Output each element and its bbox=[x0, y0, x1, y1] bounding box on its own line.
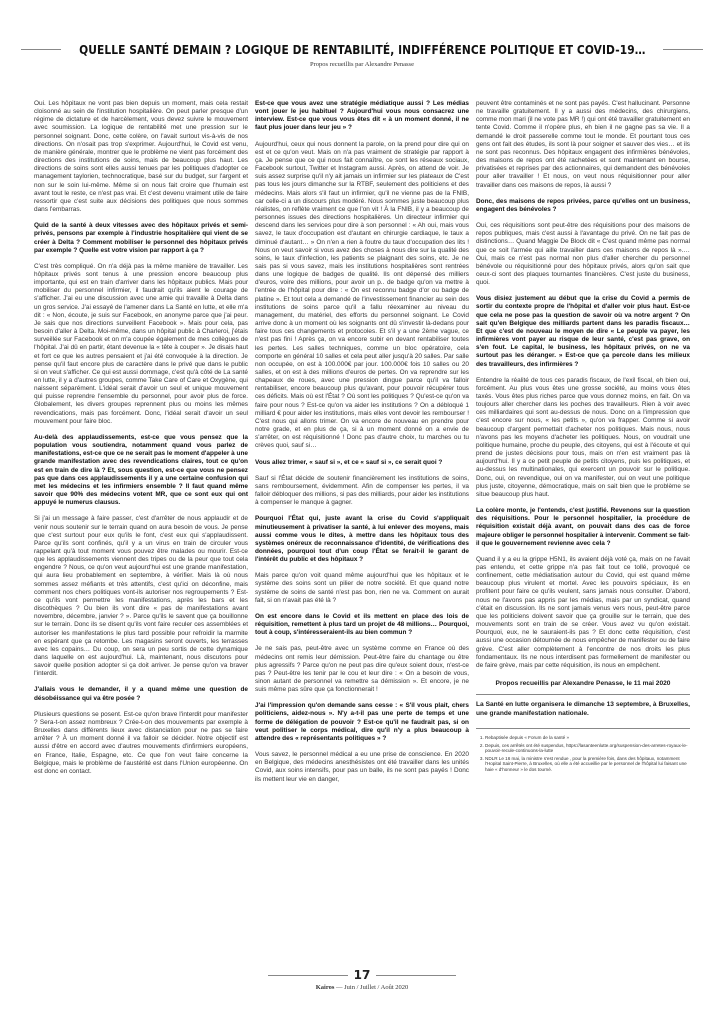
title-row bbox=[0, 42, 724, 57]
article-title: QUELLE SANTÉ DEMAIN ? LOGIQUE DE RENTABILITÉ, INDIFFÉRENCE POLITIQUE ET COVID-19… bbox=[78, 42, 646, 57]
interview-question: Donc, des maisons de repos privées, parce qu'elles ont un business, engagent des bénévoles ? bbox=[476, 197, 690, 213]
column-3 bbox=[476, 100, 690, 958]
interview-question: Quid de la santé à deux vitesses avec des hôpitaux privés et semi-privés, pensons par exemple à l'industrie hospitalière qui vient de se créer à Delta ? Comment mobiliser le personnel des hôpitaux privés par exemple ? Quelle est votre vision par rapport à ça ? bbox=[34, 222, 248, 254]
interview-answer: C'est très compliqué. On n'a déjà pas la même manière de travailler. Les hôpitaux privés sont tenus à une pression encore beaucoup plus importante, qui est en train d'arriver dans les hôpitaux publics. Mais pour mobiliser du personnel infirmier, il faudrait qu'ils aient le courage de s'afficher. J'ai eu une discussion avec une amie qui travaille à Delta dans un gros service. J'ai essayé de l'amener dans La Santé en lutte, et elle m'a dit : « Non, écoute, je suis sur Facebook, en anonyme parce que j'ai peur. Je sais que nos directions surveillent Facebook ». Mais pour cela, pas besoin d'aller à Delta. Moi-même, dans un hôpital public à Charleroi, j'étais surveillée sur Facebook et on m'a coupée également de mes collègues de l'hôpital. J'ai dû en partir, étant devenue la « tête à couper ». Je disais haut et fort ce que les autres pensaient et j'ai été convoquée à la direction. Je pense qu'il faut encore plus de caractère dans le privé que dans le public si on veut s'afficher. Ce qui est aussi dommage, c'est qu'à côté de La santé en lutte, il y a d'autres groupes, comme Take Care of Care et Oxygène, qui naissent séparément. L'idéal serait d'avoir un seul et unique mouvement qui puisse reprendre l'ensemble du personnel, pour avoir plus de force. Globalement, les divers groupes reprennent plus ou moins les mêmes revendications, mais pas forcément. Donc, l'idéal serait d'avoir un seul mouvement pour faire bloc. bbox=[34, 262, 248, 425]
interview-answer: Mais parce qu'on voit quand même aujourd'hui que les hôpitaux et le système des soins sont un pilier de notre société. Et que quand notre système de soins de santé n'est pas bon, rien ne va. Comment on aurait fait, si on n'avait pas été là ? bbox=[255, 572, 469, 604]
interview-question: Pourquoi l'État qui, juste avant la crise du Covid s'appliquait minutieusement à privatiser la santé, à lui enlever des moyens, mais aussi comme vous le dites, à mettre dans les hôpitaux tous des systèmes onéreux de reconnaissance d'identité, de vérifications des données, pourquoi tout d'un coup l'État se ferait-il le garant de l'intérêt du public et des hôpitaux ? bbox=[255, 515, 469, 564]
interview-signature: Propos recueillis par Alexandre Penasse, le 11 mai 2020 bbox=[476, 680, 690, 695]
title-rule-left bbox=[21, 49, 61, 50]
footer-rule-left bbox=[268, 975, 348, 976]
interview-question: Au-delà des applaudissements, est-ce que vous pensez que la population vous soutiendra, notamment quand vous parlez de manifestations, est-ce que ce ne serait pas le moment d'appeler à une grande manifestation avec des revendications claires, tout ce qu'on est en train de dire là ? Et, sous question, est-ce que vous ne pensez pas que dans ces applaudissements il y a une certaine confusion qui met les médecins et les infirmiers ensemble ? Il faut quand même savoir que 90% des médecins votent MR, que ce sont eux qui ont appuyé le numerus clausus. bbox=[34, 433, 248, 507]
interview-answer: Sauf si l'État décide de soutenir financièrement les institutions de soins, sans remboursement, évidemment. Afin de compenser les pertes, il va falloir débloquer des millions, si pas des milliards, pour aider les institutions à compenser le manque à gagner. bbox=[255, 474, 469, 507]
interview-answer: Oui. Les hôpitaux ne vont pas bien depuis un moment, mais cela restait cloisonné au sein de l'institution hospitalière. On peut parler presque d'un régime de dictature et de harcèlement, vous devez suivre le mouvement avec soumission. La logique de rentabilité met une pression sur le personnel soignant. Donc, cette colère, on l'avait surtout vis-à-vis de nos directions. On n'osait pas trop s'exprimer. Aujourd'hui, le Covid est venu, de manière générale, montrer que le problème ne vient pas forcément des directions des institutions de soins, mais de beaucoup plus haut. Les directions de soins sont elles aussi tenues par les politiques d'adopter ce management taylorien, technocratique, basé sur du budget, sur l'argent et non sur le soin lui-même. Même si on nous fait croire que l'humain est avant tout le reste, ce n'est pas vrai. Et c'est devenu vraiment utile de faire ressortir que c'est suite aux décisions des politiques que nous sommes dans l'embarras. bbox=[34, 100, 248, 214]
interview-answer: Entendre la réalité de tous ces paradis fiscaux, de l'exil fiscal, eh bien oui, forcément. Au plus vous êtes une grosse société, au moins vous êtes taxés. Vous êtes plus riches parce que vous donnez moins, en fait. On va toujours aller chercher dans les poches des travailleurs. Rien à voir avec ces milliardaires qui sont au-dessus de nous. Donc on a l'impression que c'est encore sur nous, « les petits », qu'on va frapper. Comme si avoir beaucoup d'argent permettait d'acheter nos politiques. Mais nous, nous n'avons pas les moyens d'acheter les politiques. Nous, on voudrait une politique humaine, proche du peuple, des citoyens, qui est à l'écoute et qui prend de justes décisions pour tous, mais on n'en est vraiment pas là aujourd'hui. Il y a ce petit peuple de petits citoyens, puis les politiques, et au-dessus les multinationales, qui exercent un pouvoir sur le politique. Donc, oui, on revendique, oui on va manifester, oui on veut une politique plus juste, citoyenne, démocratique, mais on sait bien que le problème se situe beaucoup plus haut. bbox=[476, 376, 690, 498]
issue-date: — Juin / Juillet / Août 2020 bbox=[334, 984, 409, 991]
interview-question: On est encore dans le Covid et ils mettent en place des lois de réquisition, remettent à plus tard un projet de 48 millions… Pourquoi, tout à coup, s'intéresseraient-ils au bien commun ? bbox=[255, 612, 469, 637]
page-number-row bbox=[0, 968, 724, 982]
footnote-1: 1. Rebaptisée depuis « Forum de la santé » bbox=[485, 735, 690, 741]
interview-answer: Si j'ai un message à faire passer, c'est d'arrêter de nous applaudir et de venir nous soutenir sur le terrain quand on aura besoin de vous. Je pense que c'est surtout pour eux qu'ils le font, c'est eux qui s'applaudissent. Parce qu'ils sont confinés, qu'il y a un virus en train de circuler vous rappelant qu'à tout moment vous pouvez être malades ou mourir. Est-ce que les applaudissements viennent des tripes ou de la peur que tout cela engendre ? Nous, ce qu'on veut aujourd'hui est une grande manifestation, qui aura lieu probablement en septembre, à vérifier. Mais là où nous sommes assez méfiants et très attentifs, c'est qu'ici on déconfine, mais comment nos chers politiques vont-ils autoriser nos regroupements ? Est-ce qu'ils vont permettre les manifestations, après les bars et les discothèques ? Ou bien ils vont dire « pas de manifestations avant novembre, décembre, janvier ? ». Parce qu'ils le savent que ça bouillonne sur le terrain. Donc ils se disent qu'ils vont faire reculer ces assemblées et autoriser les manifestations le plus tard possible pour refroidir la marmite en espérant que ça retombe. Les magasins seront ouverts, les terrasses avec les copains… Du coup, on sera un peu sortis de cette dynamique dans laquelle on est aujourd'hui. Là, maintenant, nous discutons pour savoir quelle position adopter si ça doit arriver. Je pense qu'on va braver l'interdit. bbox=[34, 515, 248, 678]
footnote-2: 2. Depuis, ces arrêtés ont été suspendus, https://lasanteenlutte.org/suspension-des-arretes-royaux-le-pouvoir-recule-continuons-la-lutte bbox=[485, 743, 690, 754]
interview-question: J'allais vous le demander, il y a quand même une question de désobéissance qui va être posée ? bbox=[34, 686, 248, 702]
interview-answer: Plusieurs questions se posent. Est-ce qu'on brave l'interdit pour manifester ? Sera-t-on assez nombreux ? Crée-t-on des mouvements par exemple à Bruxelles dans différents lieux avec distanciation pour ne pas se faire arrêter ? À un moment donné il va falloir se décider. Notre objectif est aussi d'être en accord avec d'autres mouvements d'infirmiers européens, en France, Italie, Espagne, etc. Ce que l'on veut faire concerne la Belgique, mais le problème de l'austérité est dans l'Union européenne. On est donc en contact. bbox=[34, 710, 248, 775]
interview-answer: Je ne sais pas, peut-être avec un système comme en France où des médecins ont remis leur démission. Peut-être faire du chantage ou être plus agressifs ? Parce qu'on ne peut pas dire qu'eux soient doux, n'est-ce pas ? Peut-être les tenir par le cou et leur dire : « On a besoin de vous, sinon autant de personnel va remettre sa démission ». Et encore, je ne suis même pas sûre que ça fonctionnerait ! bbox=[255, 645, 469, 694]
column-2 bbox=[255, 100, 469, 958]
page-number: 17 bbox=[353, 968, 371, 982]
page-footer bbox=[0, 968, 724, 991]
article-header bbox=[0, 42, 724, 68]
interview-answer: Oui, ces réquisitions sont peut-être des réquisitions pour des maisons de repos publiques, mais c'est aussi à l'avantage du privé. On ne fait pas de distinctions… Quand Maggie De Block dit « C'est quand même pas normal que ce soit l'armée qui aille travailler dans ces maisons de repos là ».… Oui, mais ce n'est pas normal non plus d'aller chercher du personnel bénévole ou réquisitionné pour des hôpitaux privés, alors qu'on sait que ceux-ci sont des plaques tournantes financières. C'est juste du business, quoi. bbox=[476, 222, 690, 287]
interview-answer: Quand il y a eu la grippe H5N1, ils avaient déjà voté ça, mais on ne l'avait pas entendu, et cette grippe n'a pas fait tout ce tollé, provoqué ce confinement, cette médiatisation autour du Covid, qui est quand même beaucoup plus virulent et mortel. Avec les pouvoirs spéciaux, ils en profitent pour faire ce qu'ils veulent, sans jamais nous consulter. D'abord, nous ne l'avons pas appris par les médias, mais par un syndicat, quand c'était en discussion. Ils ne sont jamais venus vers nous, peut-être parce que les politiciens doivent savoir que ça grouille sur le terrain, que des mouvements sont en train de se créer. Vous avez vu qu'on existait. Pourquoi, eux, ne le sauraient-ils pas ? Et donc cette réquisition, c'est aussi une occasion détournée de nous empêcher de manifester ou de faire grève. C'est aller complètement à l'encontre de nos droits les plus fondamentaux. Ils ne nous interdisent pas formellement de manifester ou de faire grève, mais par cette réquisition, ils nous en empêchent. bbox=[476, 555, 690, 669]
title-rule-right bbox=[663, 49, 703, 50]
magazine-name: Kairos bbox=[315, 984, 335, 991]
interview-question: Vous disiez justement au début que la crise du Covid a permis de sortir du contexte propre de l'hôpital et d'aller voir plus haut. Est-ce que cela ne pose pas la question de savoir où va notre argent ? On sait qu'en Belgique des milliards partent dans les paradis fiscaux… Et que c'est de nouveau le moyen de dire « Le peuple va payer, les infirmières vont payer au risque de leur santé, c'est pas grave, on s'en fout. Le capital, le business, les hôpitaux privés, on ne va surtout pas les déranger. » Est-ce que ça percole dans les milieux des travailleurs, des infirmières ? bbox=[476, 295, 690, 368]
interview-question: Vous allez trimer, « sauf si », et ce « sauf si », ce serait quoi ? bbox=[255, 458, 443, 466]
footnote-3: 3. NDLR Le 16 mai, la ministre s'est rendue , pour la première fois, dans des hôpitaux, notamment l'Hopital Saint-Pierre, à Bruxelles, où elle a été accueillie par le personnel de l'hôpital lui faisant une haie « d'honneur » le dos tourné. bbox=[485, 756, 690, 773]
issue-info bbox=[0, 984, 724, 991]
interview-question: Est-ce que vous avez une stratégie médiatique aussi ? Les médias vont jouer le jeu habituel ? Aujourd'hui vous nous consacrez une interview. Est-ce que vous vous êtes dit « à un moment donné, il ne faut plus jouer dans leur jeu » ? bbox=[255, 100, 469, 132]
article-body bbox=[34, 100, 690, 958]
interview-answer: Aujourd'hui, ceux qui nous donnent la parole, on la prend pour dire qui on est et ce qu'on veut. Mais on n'a pas vraiment de stratégie par rapport à ça. Je pense que ce qui nous fait connaître, ce sont les réseaux sociaux, Facebook surtout, Twitter et Instagram aussi. Après, on attend de voir. Je suis assez surprise qu'il n'y ait jamais un infirmier sur les plateaux de C'est pas tous les jours dimanche sur la RTBF, seulement des politiciens et des médecins. Mais alors s'il faut un infirmier, qu'il ne vienne pas de la FNIB, car celle-ci a un discours plus modéré. Nous sommes juste beaucoup plus réalistes, on reflète vraiment ce que l'on vit ! À la FNIB, il y a beaucoup de personnes issues des directions hospitalières. Un directeur infirmier qui descend dans les services pour dire à son personnel : « Ah oui, mais vous savez, le taux d'occupation est d'autant en chirurgie cardiaque, le taux a diminué d'autant… » On n'en a rien à foutre du taux d'occupation des lits ! Nous on veut savoir si vous avez des choses à nous dire sur la qualité des soins, le taux d'infection, les patients se plaignant des soins, etc. Je ne sais pas si vous savez, mais les institutions hospitalières sont rentrées dans une logique de badges de qualité. Ils ont dépensé des milliers d'euros, voire des millions, pour avoir un p.. de badge qu'on va mettre à l'entrée de l'hôpital pour dire : « On est reconnu badge d'or ou badge de platine ». Et tout cela a demandé de l'investissement financier au sein des institutions de soins parce qu'il a fallu réexaminer au niveau du management, du matériel, des efforts du personnel soignant. Le Covid arrive donc à un moment où les soignants ont dû s'investir là-dedans pour faire tous ces changements et protocoles. Et s'il y a une 2ème vague, ce n'est pas fini ! Après ça, on va encore subir en devant rentabiliser toutes les pertes. Les salles techniques, comme un bloc opératoire, cela comporte en général 10 salles et cela peut aller jusqu'à 20 salles. Par salle non occupée, on est à 100.000€ par jour. 100.000€ fois 10 salles ou 20 salles, et on est à des millions d'euros de pertes. On va reprendre sur les chapeaux de roues, avec une pression dingue parce qu'il va falloir rentabiliser, encore beaucoup plus qu'avant, pour pouvoir récupérer tous ces déficits. Mais où est l'État ? Où sont les politiques ? Qu'est-ce qu'on va faire pour nous ? Est-ce qu'on va aider les institutions ? On a débloqué 1 milliard € pour aider les institutions, mais elles vont devoir les rembourser ! C'est nous qui allons trimer. On va encore de nouveau en prendre pour notre grade, et en plus de ça, si à un moment donné on a envie de s'arrêter, on est réquisitionné ! Donc pas d'autre choix, tu marches ou tu crèves quoi, sauf si… bbox=[255, 140, 469, 450]
column-3-paragraphs bbox=[476, 100, 690, 670]
footnotes bbox=[476, 735, 690, 773]
interview-answer: peuvent être contaminés et ne sont pas payés. C'est hallucinant. Personne ne travaille gratuitement. Il y a aussi des médecins, des chirurgiens, comme mon mari (il ne vote pas MR !) qui ont été travailler gratuitement en tente Covid. Comme il n'opère plus, eh bien il ne gagne pas sa vie. Il a demandé le droit passerelle comme tout le monde. Et pourtant tous ces gens ont fait des études, ils sont là pour soigner et sauver des vies… et ils ne sont pas reconnus. Des hôpitaux engagent des infirmières bénévoles, des maisons de repos ont été rachetées et sont maintenant en bourse, privatisées et reprises par des actionnaires, qui demandent des bénévoles pour aller travailler ! Et nous, on veut nous réquisitionner pour aller travailler dans ces maisons de repos, là aussi ? bbox=[476, 100, 690, 189]
column-1 bbox=[34, 100, 248, 958]
interview-answer: Vous savez, le personnel médical a eu une prise de conscience. En 2020 en Belgique, des médecins anesthésistes ont été travailler dans les unités Covid, aux soins intensifs, pour pas un balle, ils ne sont pas payés ! Donc ils mettent leur vie en danger, bbox=[255, 751, 469, 783]
footer-rule-right bbox=[376, 975, 456, 976]
interview-question: J'ai l'impression qu'on demande sans cesse : « S'il vous plait, chers politiciens, aidez-nous ». N'y a-t-il pas une perte de temps et une forme de délégation de pouvoir ? Est-ce qu'il ne faudrait pas, si on veut politiser le corps médical, dire qu'il n'y a plus beaucoup à attendre des « représentants politiques » ? bbox=[255, 702, 469, 742]
interview-question: La colère monte, je l'entends, c'est justifié. Revenons sur la question des réquisitions. Pour le personnel hospitalier, la procédure de réquisition existait déjà avant, on pouvait dans des cas de force majeure obliger le personnel hospitalier à intervenir. Comment se fait-il que le gouvernement revienne avec cela ? bbox=[476, 507, 690, 547]
article-byline: Propos recueillis par Alexandre Penasse bbox=[310, 61, 414, 68]
announcement: La Santé en lutte organisera le dimanche 13 septembre, à Bruxelles, une grande manifestation nationale. bbox=[476, 701, 690, 729]
